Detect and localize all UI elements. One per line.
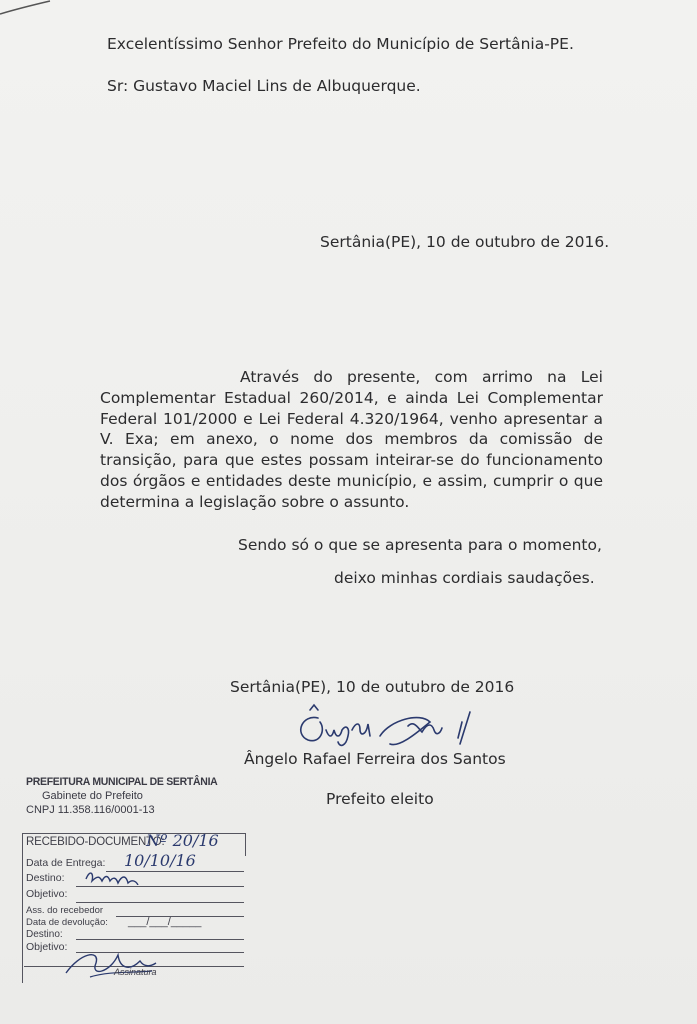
receipt-number-handwritten: Nº 20/16: [146, 831, 219, 850]
closing-line-1: Sendo só o que se apresenta para o momento,: [238, 536, 602, 554]
receipt-title: RECEBIDO-DOCUMENTO:: [26, 836, 165, 848]
municipal-stamp: [26, 776, 217, 816]
corner-pen-mark: [0, 0, 60, 20]
signer-role: Prefeito eleito: [326, 790, 434, 808]
stamp-cnpj: CNPJ 11.358.116/0001-13: [26, 804, 155, 816]
destination-rule: [76, 886, 244, 887]
destination-2-label: Destino:: [26, 929, 63, 940]
receipt-stamp: [20, 833, 248, 983]
return-date-slashes: ___/___/_____: [128, 916, 202, 928]
signer-name: Ângelo Rafael Ferreira dos Santos: [244, 750, 506, 768]
stamp-dept: Gabinete do Prefeito: [42, 790, 143, 802]
destination-label: Destino:: [26, 872, 65, 884]
receipt-signature-scribble: [60, 943, 160, 983]
date-line-top: Sertânia(PE), 10 de outubro de 2016.: [320, 233, 610, 251]
objective-2-label: Objetivo:: [26, 941, 68, 953]
closing-line-2: deixo minhas cordiais saudações.: [334, 569, 595, 587]
addressee-name: Sr: Gustavo Maciel Lins de Albuquerque.: [107, 77, 421, 95]
body-paragraph: Através do presente, com arrimo na Lei Complementar Estadual 260/2014, e ainda Lei Complementar Federal 101/2000 e Lei Federal 4.320/1964, venho apresentar a V. Exa; em anexo, o nome dos membros da comissão de transição, para que estes possam inteirar-se do funcionamento dos órgãos e entidades deste município, e assim, cumprir o que determina a legislação sobre o assunto.: [100, 368, 603, 511]
delivery-date-label: Data de Entrega:: [26, 857, 106, 869]
objective-rule: [76, 902, 244, 903]
objective-label: Objetivo:: [26, 888, 68, 900]
addressee-line: Excelentíssimo Senhor Prefeito do Município de Sertânia-PE.: [107, 35, 574, 53]
date-line-bottom: Sertânia(PE), 10 de outubro de 2016: [230, 678, 515, 696]
signature-caption: Assinatura: [114, 967, 157, 977]
return-date-label: Data de devolução:: [26, 917, 108, 928]
stamp-org: PREFEITURA MUNICIPAL DE SERTÂNIA: [26, 775, 218, 789]
destination-2-rule: [76, 939, 244, 940]
delivery-date-handwritten: 10/10/16: [124, 851, 196, 870]
destination-handwriting: [82, 867, 152, 885]
receiver-signature-label: Ass. do recebedor: [26, 905, 104, 916]
receipt-frame: [22, 855, 23, 983]
